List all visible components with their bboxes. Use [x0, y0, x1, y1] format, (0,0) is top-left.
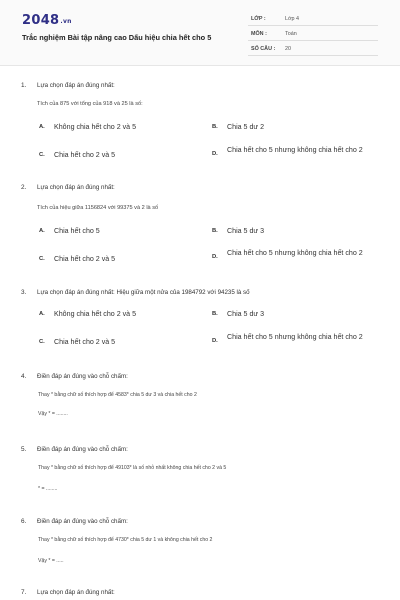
site-logo[interactable]: 2048.vn: [22, 13, 72, 28]
question-2-text: Tích của hiệu giữa 1156824 với 99375 và 2 là số: [37, 205, 159, 211]
question-5-prompt: Điền đáp án đúng vào chỗ chấm:: [37, 446, 128, 453]
question-5-answer-blank[interactable]: * = ........: [38, 486, 58, 492]
question-1-prompt: Lựa chọn đáp án đúng nhất:: [37, 82, 115, 89]
meta-grade: LỚP : Lớp 4: [248, 14, 378, 26]
worksheet-header: [0, 0, 400, 66]
question-4-text: Thay * bằng chữ số thích hợp để 4583* chia 5 dư 3 và chia hết cho 2: [38, 392, 197, 398]
worksheet-title: Trắc nghiệm Bài tập nâng cao Dấu hiệu chia hết cho 5: [22, 33, 212, 42]
question-2-number: 2.: [21, 184, 27, 191]
question-5-number: 5.: [21, 446, 27, 453]
meta-subject: MÔN : Toán: [248, 29, 378, 41]
question-1-number: 1.: [21, 82, 27, 89]
question-3-prompt: Lựa chọn đáp án đúng nhất: Hiệu giữa một nửa của 1984792 với 94235 là số: [37, 289, 250, 296]
question-6-number: 6.: [21, 518, 27, 525]
question-5-text: Thay * bằng chữ số thích hợp để 49103* là số nhỏ nhất không chia hết cho 2 và 5: [38, 465, 227, 471]
question-6-text: Thay * bằng chữ số thích hợp để 4730* chia 5 dư 1 và không chia hết cho 2: [38, 537, 213, 543]
question-2-prompt: Lựa chọn đáp án đúng nhất:: [37, 184, 115, 191]
question-3-number: 3.: [21, 289, 27, 296]
question-6-prompt: Điền đáp án đúng vào chỗ chấm:: [37, 518, 128, 525]
question-7-number: 7.: [21, 589, 27, 596]
question-7-prompt: Lựa chọn đáp án đúng nhất:: [37, 589, 115, 596]
question-4-answer-blank[interactable]: Vậy * = ........: [38, 411, 68, 417]
question-4-number: 4.: [21, 373, 27, 380]
question-4-prompt: Điền đáp án đúng vào chỗ chấm:: [37, 373, 128, 380]
question-1-text: Tích của 875 với tổng của 918 và 25 là số:: [37, 101, 143, 107]
meta-question-count: SỐ CÂU : 20: [248, 44, 378, 56]
question-6-answer-blank[interactable]: Vậy * = .....: [38, 558, 64, 564]
